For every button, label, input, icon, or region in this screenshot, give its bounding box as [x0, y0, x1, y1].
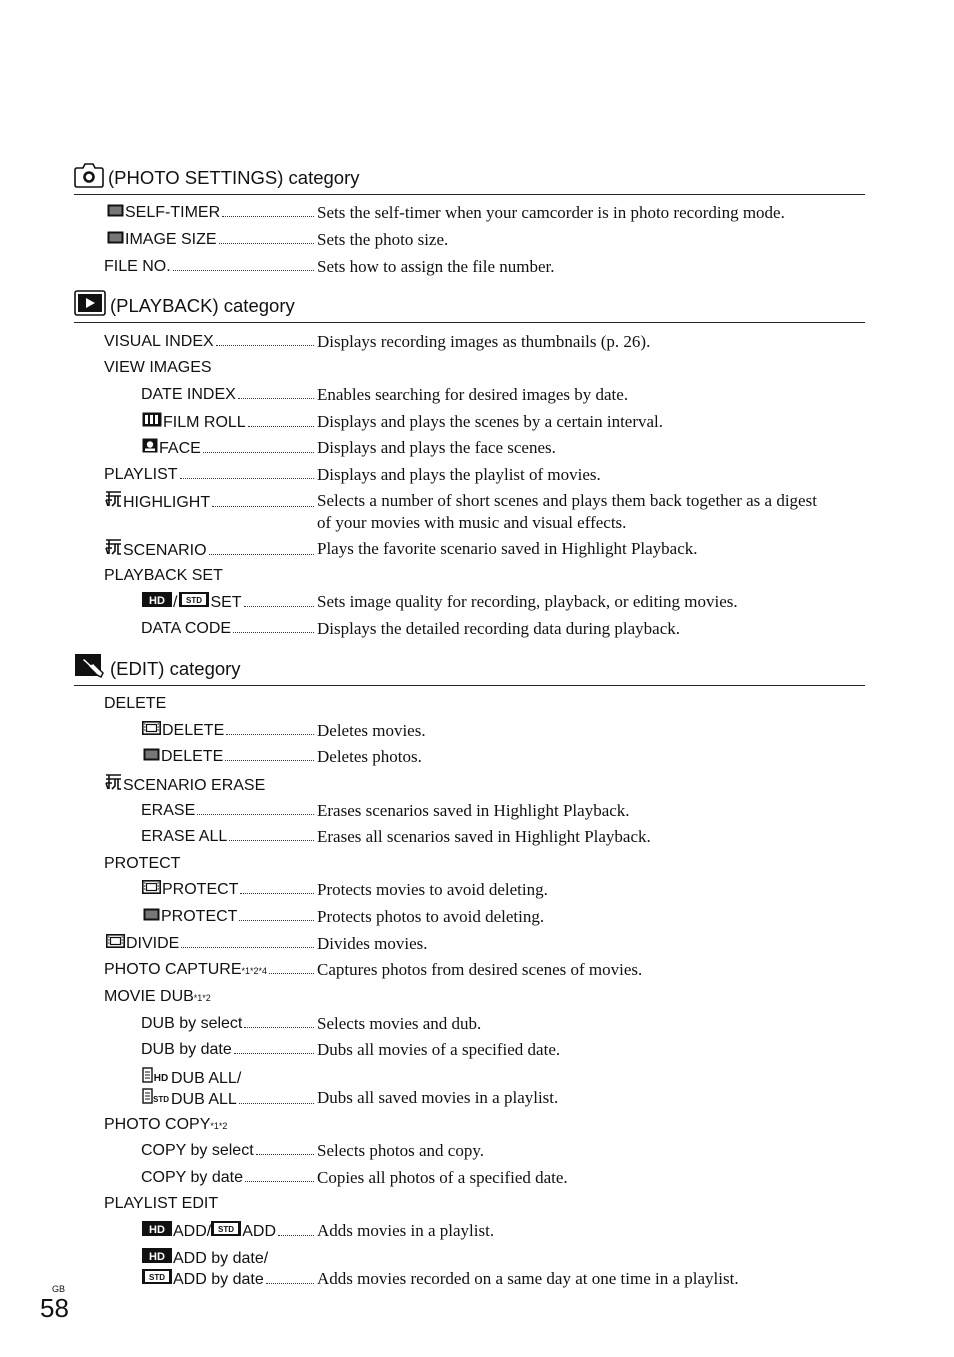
section-title-playback: [74, 290, 295, 321]
menu-item-description: Dubs all movies of a specified date.: [317, 1040, 561, 1059]
menu-item-dub-all-hd[interactable]: HD DUB ALL/: [142, 1067, 241, 1089]
menu-item-copy-by-select[interactable]: COPY by select: [141, 1141, 316, 1161]
menu-item-dub-by-date[interactable]: DUB by date: [141, 1040, 316, 1060]
svg-text:HD: HD: [149, 1251, 165, 1263]
menu-group-view-images[interactable]: VIEW IMAGES: [104, 359, 212, 376]
menu-item-description: Sets image quality for recording, playback, or editing movies.: [317, 592, 738, 611]
menu-item-description: Sets the photo size.: [317, 230, 449, 249]
menu-item-scenario[interactable]: SCENARIO: [105, 539, 316, 561]
leader-dots: [219, 243, 314, 244]
leader-dots: [239, 920, 314, 921]
playlist-hd-icon: [142, 1067, 170, 1089]
menu-group-movie-dub[interactable]: MOVIE DUB *1*2: [104, 988, 211, 1005]
leader-dots: [233, 632, 314, 633]
page-number: 58: [40, 1293, 69, 1323]
menu-item-file-no[interactable]: FILE NO.: [104, 257, 316, 277]
menu-item-description: Displays the detailed recording data during playback.: [317, 619, 681, 638]
hd-icon: [142, 1221, 172, 1242]
svg-text:HD: HD: [153, 1073, 169, 1083]
menu-item-description: Deletes photos.: [317, 747, 422, 766]
menu-group-scenario-erase[interactable]: SCENARIO ERASE: [105, 774, 265, 796]
menu-item-description: Captures photos from desired scenes of movies.: [317, 960, 643, 979]
menu-item-visual-index[interactable]: VISUAL INDEX: [104, 332, 316, 352]
menu-item-photo-capture[interactable]: PHOTO CAPTURE *1*2*4: [104, 960, 316, 980]
menu-item-description: Selects movies and dub.: [317, 1014, 482, 1033]
menu-item-self-timer[interactable]: SELF-TIMER: [107, 203, 316, 223]
leader-dots: [229, 840, 314, 841]
leader-dots: [239, 1103, 314, 1104]
menu-item-protect-movies[interactable]: PROTECT: [142, 880, 316, 900]
menu-item-description: Displays and plays the playlist of movies.: [317, 465, 601, 484]
menu-item-description: Divides movies.: [317, 934, 428, 953]
camera-icon: [74, 162, 104, 193]
menu-item-copy-by-date[interactable]: COPY by date: [141, 1168, 316, 1188]
menu-item-dub-all-std[interactable]: STD DUB ALL: [142, 1088, 316, 1110]
highlight-icon: [105, 491, 122, 513]
movie-icon: [106, 934, 125, 954]
menu-group-photo-copy[interactable]: PHOTO COPY *1*2: [104, 1116, 228, 1133]
hd-icon: [142, 1248, 172, 1269]
leader-dots: [216, 345, 314, 346]
menu-item-image-size[interactable]: IMAGE SIZE: [107, 230, 316, 250]
section-title-text: (PLAYBACK) category: [110, 295, 295, 316]
menu-item-description: Copies all photos of a specified date.: [317, 1168, 568, 1187]
menu-item-dub-by-select[interactable]: DUB by select: [141, 1014, 316, 1034]
svg-text:HD: HD: [149, 595, 165, 607]
face-icon: [142, 438, 158, 459]
menu-item-description: Sets the self-timer when your camcorder is in photo recording mode.: [317, 203, 785, 222]
hd-icon: [142, 592, 172, 613]
menu-item-description: Adds movies in a playlist.: [317, 1221, 495, 1240]
menu-item-description: Deletes movies.: [317, 721, 426, 740]
menu-item-face[interactable]: FACE: [142, 438, 316, 459]
leader-dots: [240, 893, 314, 894]
menu-item-data-code[interactable]: DATA CODE: [141, 619, 316, 639]
still-image-icon: [107, 203, 124, 223]
menu-item-hd-std-set[interactable]: HD / STD SET: [142, 592, 316, 613]
menu-item-add[interactable]: HD ADD/ STD ADD: [142, 1221, 316, 1242]
std-icon: [179, 592, 209, 613]
menu-item-description: Displays and plays the scenes by a certain interval.: [317, 412, 664, 431]
svg-text:STD: STD: [149, 1273, 165, 1282]
menu-item-protect-photos[interactable]: PROTECT: [143, 907, 316, 927]
leader-dots: [225, 760, 314, 761]
menu-item-delete-movies[interactable]: DELETE: [142, 721, 316, 741]
movie-icon: [142, 880, 161, 900]
leader-dots: [180, 478, 314, 479]
menu-item-description: Selects photos and copy.: [317, 1141, 484, 1160]
leader-dots: [197, 814, 314, 815]
section-title-edit: [74, 653, 241, 684]
section-divider: [74, 685, 865, 686]
edit-icon: [74, 653, 106, 684]
leader-dots: [173, 270, 314, 271]
svg-text:STD: STD: [186, 596, 203, 605]
menu-item-description: Erases scenarios saved in Highlight Playback.: [317, 801, 630, 820]
menu-item-description: Protects photos to avoid deleting.: [317, 907, 545, 926]
leader-dots: [203, 452, 314, 453]
section-title-text: (EDIT) category: [110, 658, 241, 679]
svg-text:STD: STD: [153, 1095, 169, 1104]
region-code: GB: [52, 1284, 66, 1294]
leader-dots: [266, 1283, 314, 1284]
leader-dots: [269, 973, 314, 974]
menu-item-highlight[interactable]: HIGHLIGHT: [105, 491, 316, 513]
still-image-icon: [143, 907, 160, 927]
leader-dots: [212, 506, 314, 507]
leader-dots: [238, 398, 314, 399]
leader-dots: [256, 1154, 314, 1155]
menu-item-description: Selects a number of short scenes and plays them back together as a digest: [317, 491, 817, 510]
still-image-icon: [107, 230, 124, 250]
menu-item-add-by-date-std[interactable]: STD ADD by date: [142, 1269, 316, 1290]
leader-dots: [244, 606, 314, 607]
svg-text:STD: STD: [218, 1225, 235, 1234]
menu-item-playlist[interactable]: PLAYLIST: [104, 465, 316, 485]
leader-dots: [181, 947, 314, 948]
still-image-icon: [143, 747, 160, 767]
leader-dots: [209, 554, 314, 555]
std-icon: [142, 1269, 172, 1290]
menu-group-delete[interactable]: DELETE: [104, 695, 167, 712]
menu-item-date-index[interactable]: DATE INDEX: [141, 385, 316, 405]
section-title-text: (PHOTO SETTINGS) category: [108, 167, 360, 188]
svg-text:HD: HD: [149, 1224, 165, 1236]
menu-group-playlist-edit[interactable]: PLAYLIST EDIT: [104, 1195, 219, 1212]
menu-group-protect[interactable]: PROTECT: [104, 855, 181, 872]
menu-item-description: Enables searching for desired images by date.: [317, 385, 629, 404]
menu-item-description: Adds movies recorded on a same day at one time in a playlist.: [317, 1269, 739, 1288]
menu-item-add-by-date-hd[interactable]: HD ADD by date/: [142, 1248, 268, 1269]
play-icon: [74, 290, 106, 321]
std-icon: [211, 1221, 241, 1242]
menu-item-delete-photos[interactable]: DELETE: [143, 747, 316, 767]
section-divider: [74, 194, 865, 195]
film-roll-icon: [142, 412, 162, 433]
leader-dots: [278, 1235, 314, 1236]
leader-dots: [222, 216, 314, 217]
menu-item-description: Erases all scenarios saved in Highlight Playback.: [317, 827, 651, 846]
leader-dots: [234, 1053, 314, 1054]
menu-item-description: Displays recording images as thumbnails (p. 26).: [317, 332, 651, 351]
section-divider: [74, 322, 865, 323]
section-title-photo: [74, 162, 360, 193]
menu-item-erase[interactable]: ERASE: [141, 801, 316, 821]
menu-group-playback-set[interactable]: PLAYBACK SET: [104, 567, 223, 584]
menu-item-description-cont: of your movies with music and visual effects.: [317, 513, 627, 532]
leader-dots: [248, 426, 314, 427]
highlight-icon: [105, 539, 122, 561]
menu-item-description: Plays the favorite scenario saved in Highlight Playback.: [317, 539, 698, 558]
menu-item-divide[interactable]: DIVIDE: [106, 934, 316, 954]
menu-item-erase-all[interactable]: ERASE ALL: [141, 827, 316, 847]
leader-dots: [226, 734, 314, 735]
menu-item-description: Protects movies to avoid deleting.: [317, 880, 548, 899]
leader-dots: [244, 1027, 314, 1028]
playlist-std-icon: [142, 1088, 170, 1110]
menu-item-description: Displays and plays the face scenes.: [317, 438, 556, 457]
menu-item-description: Dubs all saved movies in a playlist.: [317, 1088, 559, 1107]
leader-dots: [245, 1181, 314, 1182]
movie-icon: [142, 721, 161, 741]
menu-item-description: Sets how to assign the file number.: [317, 257, 555, 276]
menu-item-film-roll[interactable]: FILM ROLL: [142, 412, 316, 433]
highlight-icon: [105, 774, 122, 796]
